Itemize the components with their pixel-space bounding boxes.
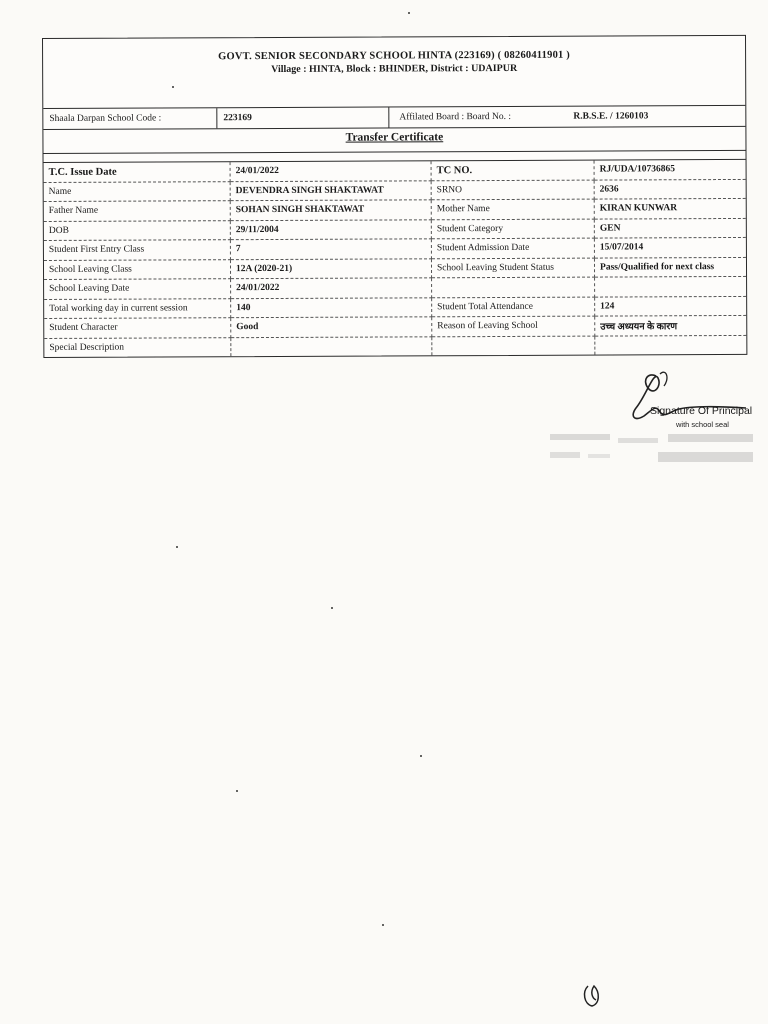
- handwritten-page-mark: [580, 980, 604, 1010]
- field-value: 2636: [594, 179, 746, 199]
- faded-school-stamp: [548, 430, 758, 472]
- field-value: KIRAN KUNWAR: [594, 198, 746, 218]
- board-label: Affilated Board : Board No. :: [399, 111, 512, 123]
- board-value: R.B.S.E. / 1260103: [573, 111, 649, 122]
- certificate-title: Transfer Certificate: [43, 127, 745, 154]
- shaala-code-value: 223169: [217, 107, 389, 128]
- field-value: 24/01/2022: [231, 278, 432, 298]
- field-value: उच्च अध्ययन के कारण: [595, 315, 747, 335]
- school-header: [43, 36, 745, 109]
- speck: [382, 924, 384, 926]
- signature-label: Signature Of Principal: [650, 405, 753, 417]
- field-label: School Leaving Student Status: [431, 258, 594, 278]
- speck: [420, 755, 422, 757]
- field-value: 29/11/2004: [230, 219, 431, 239]
- field-value: 24/01/2022: [230, 161, 431, 181]
- field-label: Student Total Attendance: [432, 297, 595, 317]
- details-table: [44, 160, 747, 357]
- field-value: Pass/Qualified for next class: [594, 257, 746, 277]
- school-address: Village : HINTA, Block : BHINDER, District : UDAIPUR: [271, 62, 518, 76]
- field-label: TC NO.: [431, 161, 594, 181]
- field-label: Total working day in current session: [44, 298, 231, 318]
- school-code-row: [43, 106, 745, 130]
- field-label: Student Admission Date: [431, 238, 594, 258]
- field-value: 124: [595, 296, 747, 316]
- field-label: Student Category: [431, 219, 594, 239]
- field-label: Name: [44, 181, 231, 201]
- speck: [176, 546, 178, 548]
- field-label: Student Character: [44, 318, 231, 338]
- field-value: 140: [231, 297, 432, 317]
- field-value: [595, 335, 747, 355]
- transfer-certificate: [42, 35, 747, 358]
- seal-label: with school seal: [676, 420, 729, 429]
- detail-row: [44, 335, 746, 357]
- shaala-code-label: Shaala Darpan School Code :: [43, 108, 217, 129]
- field-value: GEN: [594, 218, 746, 238]
- field-value: 7: [230, 239, 431, 259]
- field-label: Student First Entry Class: [44, 240, 231, 260]
- field-label: Reason of Leaving School: [432, 316, 595, 336]
- field-label: School Leaving Class: [44, 259, 231, 279]
- field-value: 12A (2020-21): [230, 258, 431, 278]
- field-value: [231, 336, 432, 356]
- field-value: SOHAN SINGH SHAKTAWAT: [230, 200, 431, 220]
- field-label: Special Description: [44, 337, 231, 357]
- field-value: Good: [231, 317, 432, 337]
- speck: [172, 86, 174, 88]
- field-value: RJ/UDA/10736865: [594, 160, 746, 180]
- field-label: School Leaving Date: [44, 279, 231, 299]
- speck: [408, 12, 410, 14]
- speck: [331, 607, 333, 609]
- field-label: Mother Name: [431, 199, 594, 219]
- field-label: DOB: [44, 220, 231, 240]
- speck: [236, 790, 238, 792]
- field-value: DEVENDRA SINGH SHAKTAWAT: [230, 180, 431, 200]
- field-label: [432, 277, 595, 297]
- field-label: SRNO: [431, 180, 594, 200]
- field-value: [595, 276, 747, 296]
- school-title: GOVT. SENIOR SECONDARY SCHOOL HINTA (223169) ( 08260411901 ): [218, 49, 571, 63]
- field-label: T.C. Issue Date: [44, 162, 231, 182]
- field-label: Father Name: [44, 201, 231, 221]
- field-value: 15/07/2014: [594, 237, 746, 257]
- field-label: [432, 336, 595, 356]
